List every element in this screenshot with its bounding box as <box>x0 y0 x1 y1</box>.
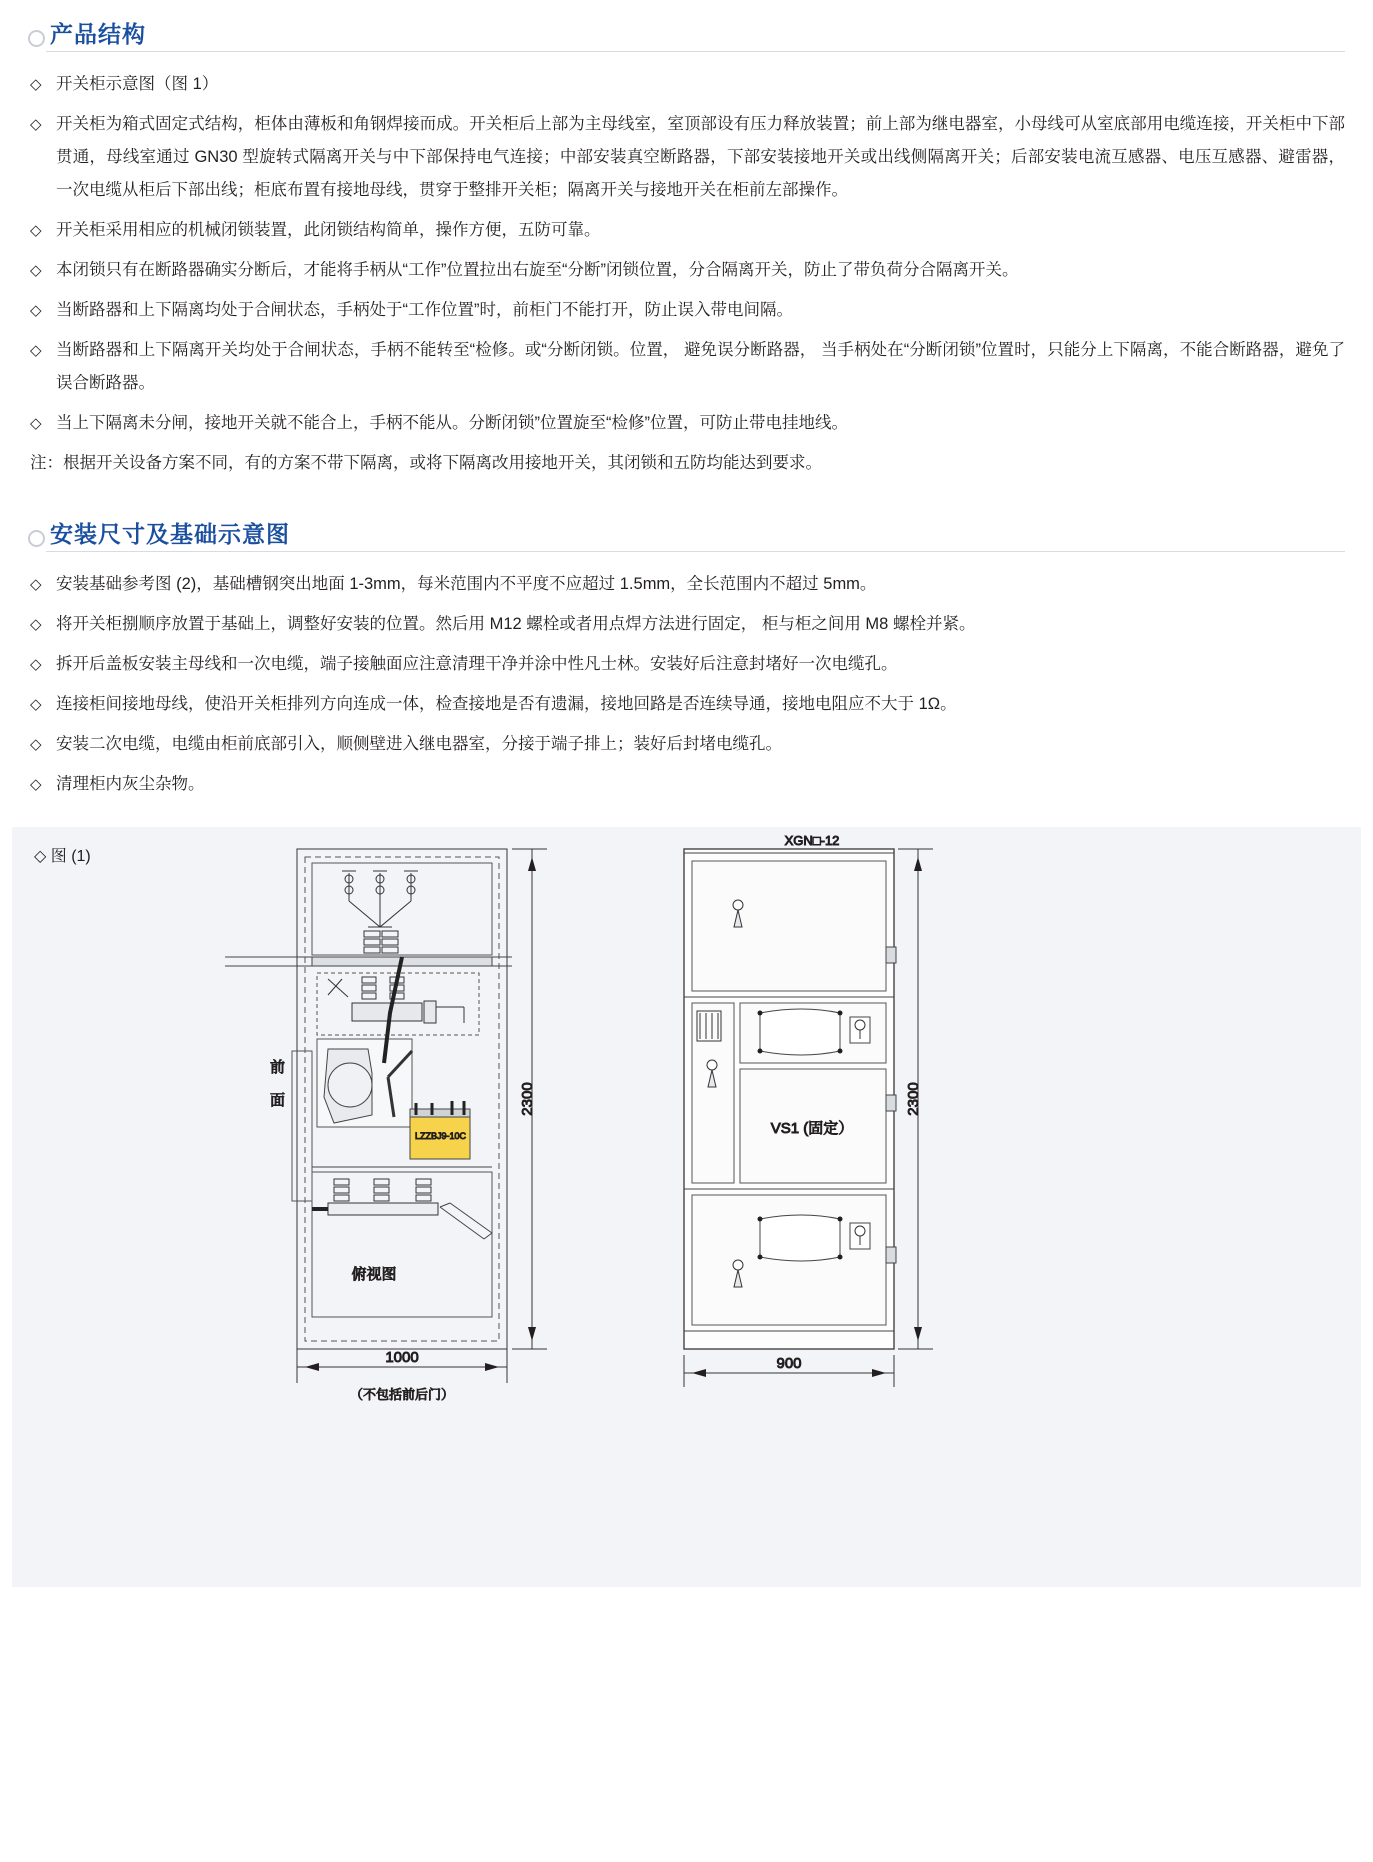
list-item <box>28 294 1345 327</box>
clause-text: 安装基础参考图 (2)，基础槽钢突出地面 1-3mm，每米范围内不平度不应超过 1.5mm，全长范围内不超过 5mm。 <box>56 575 877 593</box>
list-item <box>28 108 1345 207</box>
model-label: XGN□-12 <box>784 833 840 848</box>
list-item <box>28 688 1345 721</box>
front-label-2: 面 <box>270 1092 286 1109</box>
ring-icon <box>28 530 45 547</box>
list-item <box>28 568 1345 601</box>
clause-text: 安装二次电缆，电缆由柜前底部引入，顺侧壁进入继电器室，分接于端子排上；装好后封堵电缆孔。 <box>56 735 782 753</box>
clause-text: 开关柜示意图（图 1） <box>56 75 219 93</box>
document-page <box>0 14 1373 1862</box>
height-dimension-left: 2300 <box>519 1082 536 1116</box>
diamond-icon: ◇ <box>30 342 42 359</box>
section-installation <box>28 514 1345 801</box>
clause-list-installation <box>28 568 1345 801</box>
clause-text: 清理柜内灰尘杂物。 <box>56 775 205 793</box>
clause-list-product-structure <box>28 68 1345 480</box>
front-label-1: 前 <box>270 1059 286 1076</box>
diamond-icon: ◇ <box>30 576 42 593</box>
width-note: （不包括前后门） <box>349 1387 455 1402</box>
height-dimension-right: 2300 <box>905 1082 922 1116</box>
list-item <box>28 728 1345 761</box>
divider <box>46 51 1345 52</box>
diamond-icon: ◇ <box>30 302 42 319</box>
list-item <box>28 407 1345 440</box>
section-title: 安装尺寸及基础示意图 <box>50 521 290 547</box>
clause-text: 当断路器和上下隔离开关均处于合闸状态，手柄不能转至“检修。或“分断闭锁。位置， 避免误分断路器， 当手柄处在“分断闭锁”位置时，只能分上下隔离，不能合断路器，避免了误合断路器。 <box>56 341 1345 392</box>
clause-text: 开关柜采用相应的机械闭锁装置，此闭锁结构简单，操作方便，五防可靠。 <box>56 221 601 239</box>
list-item-note <box>28 447 1345 480</box>
diamond-icon: ◇ <box>30 656 42 673</box>
list-item <box>28 608 1345 641</box>
breaker-label: VS1 (固定） <box>770 1120 854 1137</box>
diamond-icon: ◇ <box>30 222 42 239</box>
width-dimension-left: 1000 <box>385 1349 419 1366</box>
list-item <box>28 68 1345 101</box>
list-item <box>28 768 1345 801</box>
clause-text: 拆开后盖板安装主母线和一次电缆，端子接触面应注意清理干净并涂中性凡士林。安装好后注意封堵好一次电缆孔。 <box>56 655 898 673</box>
cabinet-diagram <box>12 827 1361 1587</box>
width-dimension-right: 900 <box>776 1355 802 1372</box>
figure-panel <box>12 827 1361 1587</box>
clause-text: 连接柜间接地母线，使沿开关柜排列方向连成一体，检查接地是否有遗漏，接地回路是否连续导通，接地电阻应不大于 1Ω。 <box>56 695 957 713</box>
diamond-icon: ◇ <box>30 696 42 713</box>
clause-text: 本闭锁只有在断路器确实分断后，才能将手柄从“工作”位置拉出右旋至“分断”闭锁位置，分合隔离开关，防止了带负荷分合隔离开关。 <box>56 261 1019 279</box>
list-item <box>28 334 1345 400</box>
diamond-icon: ◇ <box>30 616 42 633</box>
section-product-structure <box>28 14 1345 480</box>
top-view-label: 俯视图 <box>351 1266 397 1283</box>
diamond-icon: ◇ <box>30 415 42 432</box>
divider <box>46 551 1345 552</box>
section-header <box>28 514 1345 558</box>
figure-label: ◇ 图 (1) <box>34 848 91 865</box>
clause-text: 当断路器和上下隔离均处于合闸状态，手柄处于“工作位置”时，前柜门不能打开，防止误入带电间隔。 <box>56 301 793 319</box>
list-item <box>28 648 1345 681</box>
ring-icon <box>28 30 45 47</box>
diamond-icon: ◇ <box>30 776 42 793</box>
diamond-icon: ◇ <box>30 262 42 279</box>
section-title: 产品结构 <box>50 21 146 47</box>
diamond-icon: ◇ <box>30 736 42 753</box>
device-label: LZZBJ9-10C <box>415 1131 467 1141</box>
clause-text: 当上下隔离未分闸，接地开关就不能合上，手柄不能从。分断闭锁”位置旋至“检修”位置，可防止带电挂地线。 <box>56 414 848 432</box>
section-header <box>28 14 1345 58</box>
diamond-icon: ◇ <box>30 116 42 133</box>
note-text: 注：根据开关设备方案不同，有的方案不带下隔离，或将下隔离改用接地开关，其闭锁和五防均能达到要求。 <box>30 454 822 472</box>
list-item <box>28 254 1345 287</box>
diamond-icon: ◇ <box>30 76 42 93</box>
clause-text: 将开关柜捌顺序放置于基础上，调整好安装的位置。然后用 M12 螺栓或者用点焊方法进行固定， 柜与柜之间用 M8 螺栓并紧。 <box>56 615 976 633</box>
clause-text: 开关柜为箱式固定式结构，柜体由薄板和角钢焊接而成。开关柜后上部为主母线室，室顶部设有压力释放装置；前上部为继电器室，小母线可从室底部用电缆连接，开关柜中下部贯通，母线室通过 GN30 型旋转式隔离开关与中下部保持电气连接；中部安装真空断路器，下部安装接地开关或出线侧隔离开关；后部安装电流互感器、电压互感器、避雷器，一次电缆从柜后下部出线；柜底布置有接地母线，贯穿于整排开关柜；隔离开关与接地开关在柜前左部操作。 <box>56 115 1345 199</box>
list-item <box>28 214 1345 247</box>
